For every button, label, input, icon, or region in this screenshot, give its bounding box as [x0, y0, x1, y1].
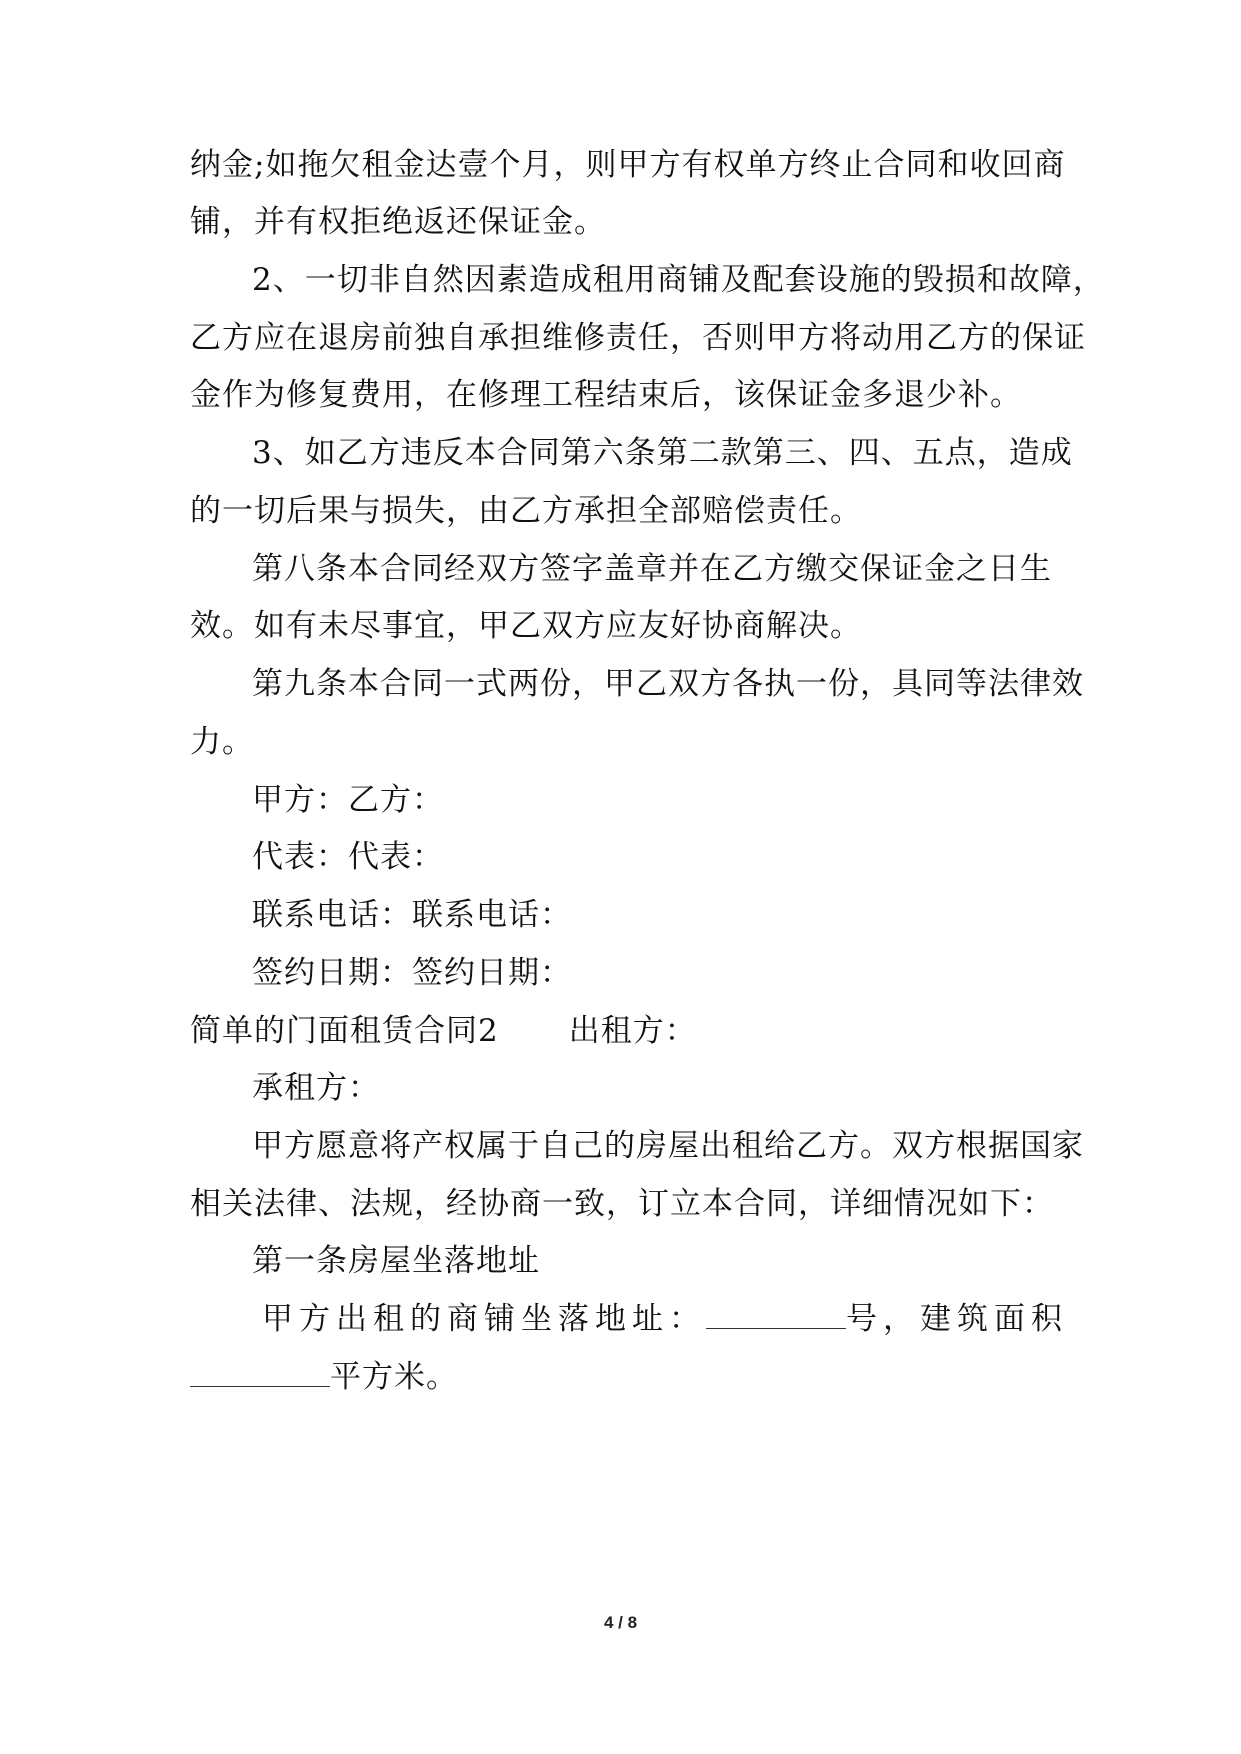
lessor-label: 出租方： — [568, 1013, 697, 1049]
paragraph-line: 效。如有未尽事宜，甲乙双方应友好协商解决。 — [190, 608, 862, 644]
signature-party-line: 甲方：乙方： — [252, 782, 444, 818]
area-blank — [190, 1360, 330, 1387]
contract2-title: 简单的门面租赁合同2 — [190, 1013, 499, 1049]
paragraph-line: 第八条本合同经双方签字盖章并在乙方缴交保证金之日生 — [252, 551, 1052, 587]
address-line — [262, 1299, 1068, 1339]
page-number: 4 / 8 — [603, 1613, 638, 1632]
signature-representative-line: 代表：代表： — [252, 839, 444, 875]
address-prefix: 甲方出租的商铺坐落地址： — [262, 1301, 706, 1337]
paragraph-line: 铺，并有权拒绝返还保证金。 — [190, 204, 606, 240]
paragraph-line: 的一切后果与损失，由乙方承担全部赔偿责任。 — [190, 493, 862, 529]
paragraph-line: 金作为修复费用，在修理工程结束后，该保证金多退少补。 — [190, 377, 1022, 413]
article1-heading: 第一条房屋坐落地址 — [252, 1243, 540, 1279]
paragraph-line: 相关法律、法规，经协商一致，订立本合同，详细情况如下： — [190, 1186, 1054, 1222]
paragraph-line: 力。 — [190, 724, 254, 760]
address-number-blank — [706, 1302, 846, 1329]
signature-phone-line: 联系电话：联系电话： — [252, 897, 572, 933]
area-line — [190, 1357, 458, 1397]
address-mid: 号，建筑面积 — [846, 1301, 1068, 1337]
paragraph-line: 甲方愿意将产权属于自己的房屋出租给乙方。双方根据国家 — [252, 1128, 1084, 1164]
area-suffix: 平方米。 — [330, 1359, 458, 1395]
paragraph-line: 乙方应在退房前独自承担维修责任，否则甲方将动用乙方的保证 — [190, 320, 1086, 356]
paragraph-line: 2、一切非自然因素造成租用商铺及配套设施的毁损和故障， — [252, 262, 1105, 298]
paragraph-line: 3、如乙方违反本合同第六条第二款第三、四、五点，造成 — [252, 435, 1073, 471]
paragraph-line: 纳金;如拖欠租金达壹个月，则甲方有权单方终止合同和收回商 — [190, 147, 1066, 183]
contract2-heading-line — [190, 1011, 697, 1051]
lessee-label: 承租方： — [252, 1070, 380, 1106]
signature-date-line: 签约日期：签约日期： — [252, 955, 572, 991]
paragraph-line: 第九条本合同一式两份，甲乙双方各执一份，具同等法律效 — [252, 666, 1084, 702]
